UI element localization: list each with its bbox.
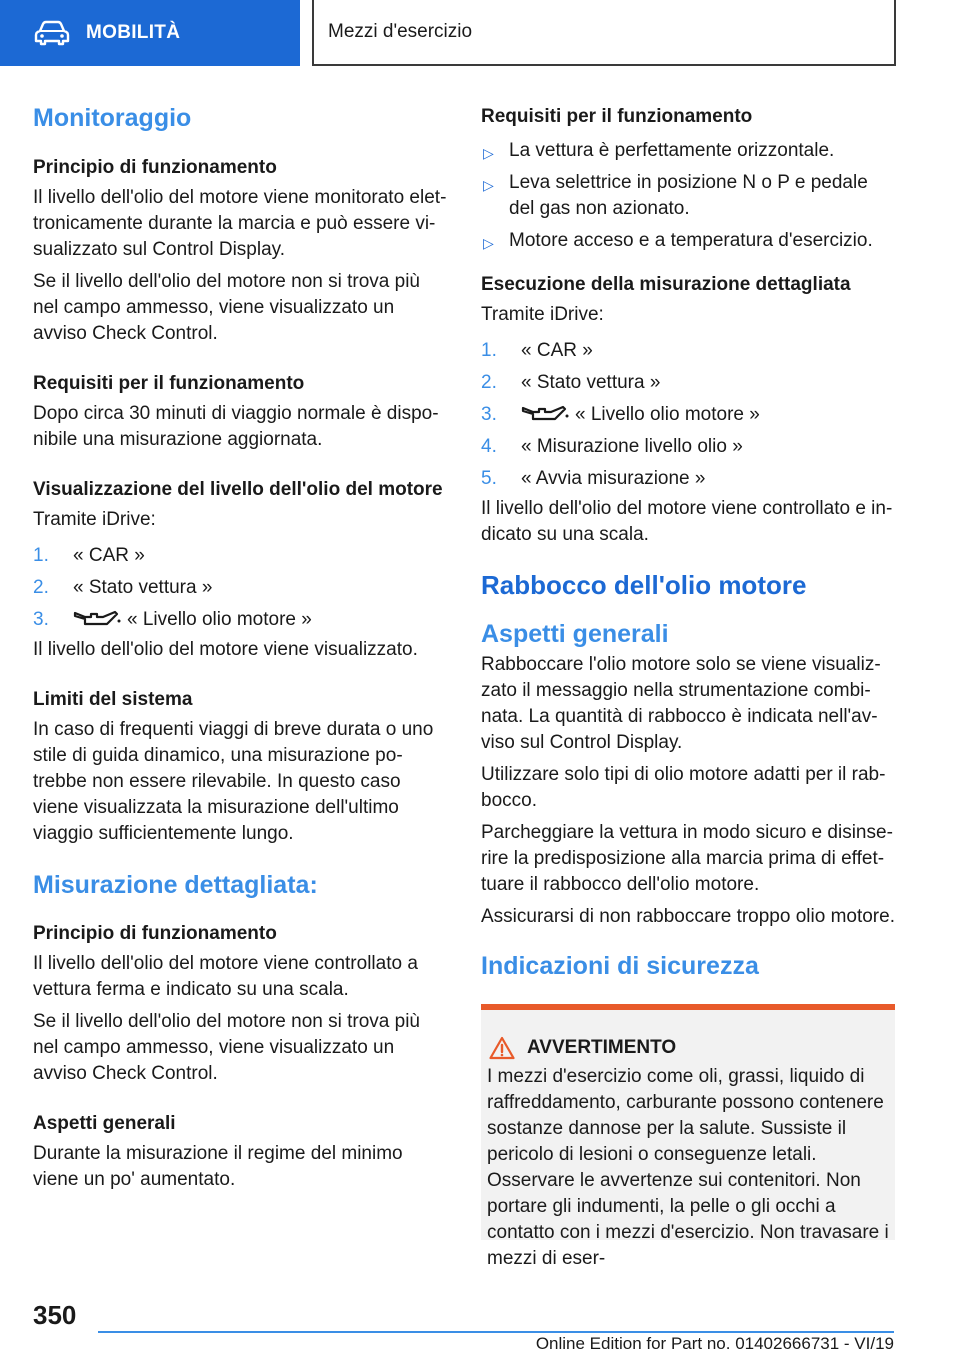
warning-triangle-icon — [489, 1036, 515, 1060]
limits-paragraph: In caso di frequenti viaggi di breve durata o uno stile di guida dinamico, una misurazione potrebbe non essere rilevabile. In questo caso viene visualizzata la misurazione dell'ultimo viaggio sufficientemente lungo. — [33, 719, 434, 844]
display-result: Il livello dell'olio del motore viene visualizzato. — [33, 639, 418, 660]
left-column — [33, 100, 448, 1193]
list-item: 3. « Livello olio motore » — [33, 609, 312, 630]
warning-paragraph: I mezzi d'esercizio come oli, grassi, liquido di raffreddamento, carburante possono contenere sostanze dannose per la salute. Sussiste il pericolo di lesioni o conseguenze letali. Osservare le avvertenze sui contenitori. Non portare gli indumenti, la pelle o gli occhi a contatto con i mezzi d'esercizio. Non travasare i mezzi di eser- — [487, 1066, 889, 1269]
heading-topup-general: Aspetti generali — [481, 620, 669, 648]
list-item: 3. « Livello olio motore » — [481, 404, 760, 425]
chapter-label: Mezzi d'esercizio — [328, 21, 473, 42]
heading-execution: Esecuzione della misurazione dettagliata — [481, 274, 851, 295]
page-number: 350 — [33, 1300, 77, 1330]
chapter-tab[interactable] — [312, 0, 896, 66]
list-item: 4. « Misurazione livello olio » — [481, 436, 743, 457]
right-column — [481, 100, 895, 1269]
execution-steps-list — [481, 338, 895, 492]
bullet-triangle-icon: ▷ — [483, 235, 494, 251]
list-item: 2. « Stato vettura » — [481, 372, 661, 393]
topup-paragraph-1: Rabboccare l'olio motore solo se viene visualizzato il messaggio nella strumentazione combinata. La quantità di rabbocco è indicata nell'avviso sul Control Display. — [481, 654, 881, 753]
requirements-paragraph: Dopo circa 30 minuti di viaggio normale è disponibile una misurazione aggiornata. — [33, 403, 439, 450]
warning-box — [481, 1004, 895, 1269]
detail-paragraph-1: Il livello dell'olio del motore viene controllato a vettura ferma e indicato su una scala. — [33, 953, 418, 1000]
topup-paragraph-2: Utilizzare solo tipi di olio motore adatti per il rabbocco. — [481, 764, 886, 811]
list-item: 1. « CAR » — [481, 340, 593, 361]
principle-paragraph-1: Il livello dell'olio del motore viene monitorato elettronicamente durante la marcia e può essere visualizzato sul Control Display. — [33, 187, 447, 260]
list-item: ▷ La vettura è perfettamente orizzontale. — [481, 138, 895, 164]
warning-header — [487, 1036, 889, 1060]
bullet-triangle-icon: ▷ — [483, 145, 494, 161]
display-via: Tramite iDrive: — [33, 509, 156, 530]
heading-safety: Indicazioni di sicurezza — [481, 952, 759, 980]
heading-general: Aspetti generali — [33, 1113, 176, 1134]
list-item: 1. « CAR » — [33, 545, 145, 566]
list-item: 5. « Avvia misurazione » — [481, 468, 706, 489]
heading-display: Visualizzazione del livello dell'olio del motore — [33, 479, 443, 500]
heading-detailed-measurement: Misurazione dettagliata: — [33, 871, 318, 899]
warning-title: AVVERTIMENTO — [527, 1037, 677, 1058]
list-item: 2. « Stato vettura » — [33, 577, 213, 598]
section-tab[interactable] — [0, 0, 300, 66]
edition-text: Online Edition for Part no. 01402666731 - VI/19 — [535, 1334, 894, 1353]
detail-paragraph-2: Se il livello dell'olio del motore non si trova più nel campo ammesso, viene visualizzato un avviso Check Control. — [33, 1011, 420, 1084]
oil-can-icon — [73, 608, 121, 628]
display-steps-list — [33, 543, 448, 633]
topup-paragraph-4: Assicurarsi di non rabboccare troppo olio motore. — [481, 906, 895, 927]
section-label: MOBILITÀ — [86, 22, 181, 43]
heading-monitoring: Monitoraggio — [33, 104, 192, 132]
heading-requirements: Requisiti per il funzionamento — [33, 373, 305, 394]
heading-detail-principle: Principio di funzionamento — [33, 923, 277, 944]
oil-can-icon — [521, 403, 569, 423]
page-header — [0, 0, 960, 66]
heading-principle: Principio di funzionamento — [33, 157, 277, 178]
heading-topup: Rabbocco dell'olio motore — [481, 570, 807, 600]
general-paragraph: Durante la misurazione il regime del minimo viene un po' aumentato. — [33, 1143, 403, 1190]
topup-paragraph-3: Parcheggiare la vettura in modo sicuro e disinserire la predisposizione alla marcia prima di effettuare il rabbocco dell'olio motore. — [481, 822, 893, 895]
requirements-list — [481, 138, 895, 254]
principle-paragraph-2: Se il livello dell'olio del motore non si trova più nel campo ammesso, viene visualizzato un avviso Check Control. — [33, 271, 420, 344]
execution-result: Il livello dell'olio del motore viene controllato e indicato su una scala. — [481, 498, 893, 545]
list-item: ▷ Motore acceso e a temperatura d'esercizio. — [481, 228, 895, 254]
bullet-triangle-icon: ▷ — [483, 177, 494, 193]
heading-limits: Limiti del sistema — [33, 689, 193, 710]
execution-via: Tramite iDrive: — [481, 304, 604, 325]
footer-divider — [98, 1331, 894, 1333]
heading-requirements-right: Requisiti per il funzionamento — [481, 106, 753, 127]
car-icon — [34, 21, 70, 45]
list-item: ▷ Leva selettrice in posizione N o P e pedale del gas non azionato. — [483, 172, 868, 219]
